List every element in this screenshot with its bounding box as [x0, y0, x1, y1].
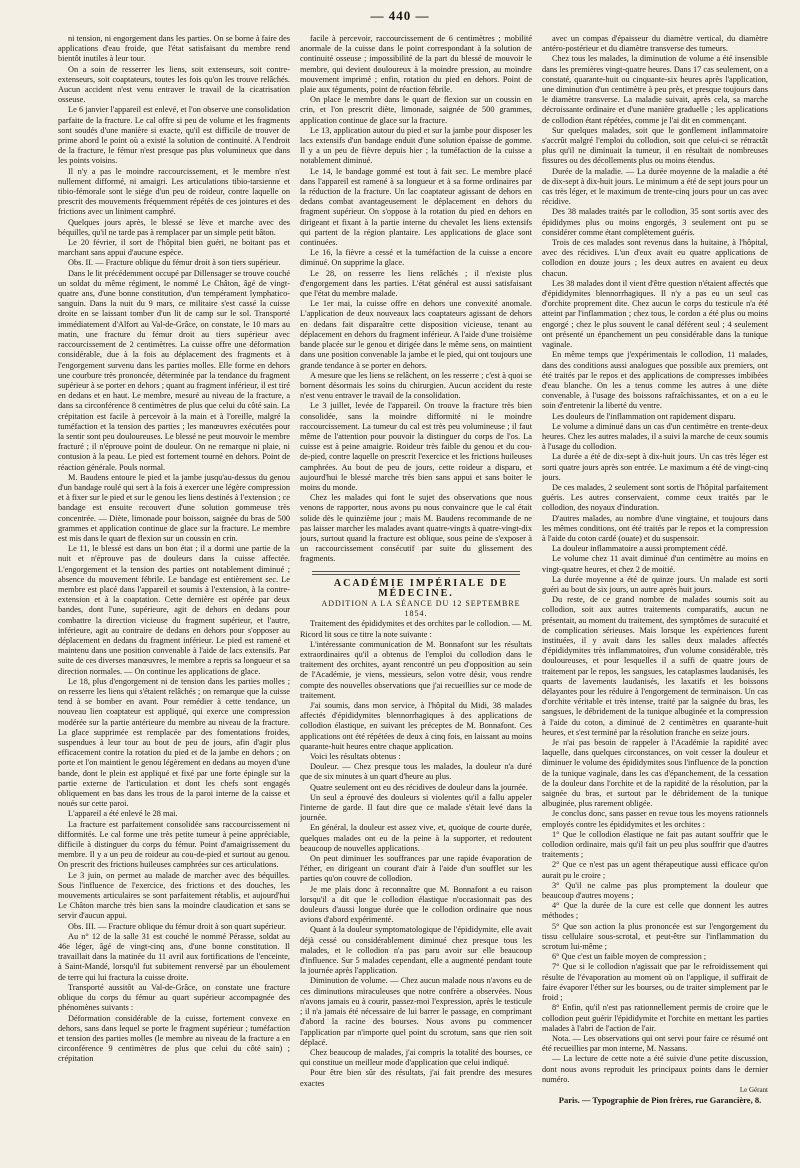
paragraph: Pour être bien sûr des résultats, j'ai fait prendre des mesures exactes: [300, 1068, 532, 1088]
paragraph: Sur quelques malades, soit que le gonflement inflammatoire s'accrût malgré l'emploi du collodion, soit que celui-ci se rétractât plus qu'il ne diminuait la tumeur, il en résultait de nombreuses fissures ou des décollements plus ou moins étendus.: [542, 125, 768, 166]
section-title: ACADÉMIE IMPÉRIALE DE MÉDECINE.: [333, 577, 509, 599]
paragraph: On place le membre dans le quart de flexion sur un coussin en crin, et l'on prescrit diète, limonade, saignée de 500 grammes, application continue de glace sur la fracture.: [300, 95, 532, 125]
printer-imprint: Paris. — Typographie de Pion frères, rue Garancière, 8.: [558, 1095, 762, 1106]
section-rule: [312, 571, 520, 575]
paragraph: En général, la douleur est assez vive, et, quoique de courte durée, quelques malades ont eu de la peine à la supporter, et redoutent beaucoup de nouvelles applications.: [300, 823, 532, 853]
paragraph: Diminution de volume. — Chez aucun malade nous n'avons eu de ces diminutions miraculeuses que notre confrère a observées. Nous n'avons jamais eu à courir, passez-moi l'expression, après le testicule ; il n'a jamais été nécessaire de lui barrer le passage, en comprimant d'abord la racine des bourses. Nous avons pu commencer l'application par n'importe quel point du scrotum, sans que rien soit déplacé.: [300, 976, 532, 1047]
paragraph: Quatre seulement ont eu des récidives de douleur dans la journée.: [310, 782, 528, 792]
paragraph: Transporté aussitôt au Val-de-Grâce, on constate une fracture oblique du corps du fémur au quart supérieur accompagnée des phénomènes suivants :: [58, 982, 290, 1013]
paragraph: Le 14, le bandage gommé est tout à fait sec. Le membre placé dans l'appareil est ramené à sa longueur et à sa forme ordinaires par la réduction de la fracture. Un lac coaptateur agissant de dehors en dedans combat avantageusement le déplacement en dehors du fragment supérieur. On s'oppose à la rotation du pied en dehors en dirigeant et fixant à la partie interne du chevalet les liens extensifs qui partent de la région plantaire. Les applications de glace sont continuées.: [300, 166, 532, 248]
paragraph: D'autres malades, au nombre d'une vingtaine, et toujours dans les mêmes conditions, ont été traités par le repos et la compression à l'aide du coton cardé (ouate) et du suspensoir.: [542, 513, 768, 543]
paragraph: Le 13, application autour du pied et sur la jambe pour disposer les lacs extensifs d'un bandage enduit d'une solution épaisse de gomme. Il y a un peu de fièvre depuis hier ; la tuméfaction de la cuisse a notablement diminué.: [300, 125, 532, 166]
paragraph: Chez tous les malades, la diminution de volume a été insensible dans les premières vingt-quatre heures. Dans 17 cas seulement, on a constaté, quarante-huit ou cinquante-six heures après l'application, une diminution d'un centimètre à peu près, et presque toujours dans le diamètre transverse. La maladie suivait, après cela, sa marche décroissante ordinaire et d'une manière graduelle ; les applications de collodion étant répétées, comme je l'ai dit en commençant.: [542, 54, 768, 125]
paragraph: 3° Qu'il ne calme pas plus promptement la douleur que beaucoup d'autres moyens ;: [542, 880, 768, 901]
paragraph: Du reste, de ce grand nombre de malades soumis soit au collodion, soit aux autres traitements comparatifs, aucun ne présentait, au moment du traitement, des symptômes de suracuité et de complication sérieuses. Mais lorsque les expériences furent instituées, il y avait dans les salles deux malades affectés d'épididymites très inflammatoires, d'un volume considérable, très douloureuses, et pour lesquelles il a suffi de quatre jours de traitement par le repos, les sangsues, les cataplasmes laudanisés, les quarts de lavements laudanisés, les laxatifs et les boissons délayantes pour les réduire à l'engorgement de terminaison. Un cas d'orchite véritable et très intense, traité par la saignée du bras, les sangsues, le débridement de la tunique albuginée et la compression à l'aide du coton, a diminué de 2 centimètres en quarante-huit heures, et s'est terminé par la résolution franche en seize jours.: [542, 595, 768, 737]
paragraph: Le 3 juin, on permet au malade de marcher avec des béquilles. Sous l'influence de l'exercice, des frictions et des douches, les mouvements articulaires se sont parfaitement rétablis, et aujourd'hui Le Châton marche très bien sans la moindre claudication et sans se servir d'aucun appui.: [58, 870, 290, 921]
paragraph: avec un compas d'épaisseur du diamètre vertical, du diamètre antéro-postérieur et du diamètre transverse des tumeurs.: [542, 34, 768, 54]
paragraph: Chez les malades qui font le sujet des observations que nous venons de rapporter, nous avons pu nous convaincre que le cal était solide dès le quinzième jour ; mais M. Baudens recommande de ne pas laisser marcher les malades avant quatre-vingts à quatre-vingt-dix jours, surtout quand la fracture est oblique, sous peine de s'exposer à un raccourcissement consécutif par suite du glissement des fragments.: [300, 493, 532, 564]
paragraph: La fracture est parfaitement consolidée sans raccourcissement ni difformités. Le cal forme une très petite tumeur à peine appréciable, difficile à distinguer du corps du fémur. Point d'amaigrissement du membre. Il y a un peu de roideur au cou-de-pied et surtout au genou. On prescrit des frictions huileuses camphrées sur ces articulations.: [58, 819, 290, 870]
paragraph: On a soin de resserrer les liens, soit extenseurs, soit contre-extenseurs, soit coaptateurs, toutes les fois qu'on les trouve relâchés. Aucun accident n'est venu entraver le travail de la cicatrisation osseuse.: [58, 64, 290, 105]
paragraph: Douleur. — Chez presque tous les malades, la douleur n'a duré que de six minutes à un quart d'heure au plus.: [300, 762, 532, 782]
paragraph: La durée a été de dix-sept à dix-huit jours. Un cas très léger est sorti quatre jours après son entrée. Le maximum a été de vingt-cinq jours.: [542, 452, 768, 482]
paragraph: Le 11, le blessé est dans un bon état ; il a dormi une partie de la nuit et n'éprouve pas de douleurs dans la cuisse affectée. L'engorgement et la tension des parties ont notablement diminué ; absence du mouvement fébrile. Le bandage est entièrement sec. Le membre est placé dans l'appareil et soumis à l'extension, à la contre-extension et à la coaptation. Cette dernière est opérée par deux bandes, dont l'une, supérieure, agit de dehors en dedans pour combattre la direction vicieuse du fragment supérieur, et l'autre, inférieure, agit au contraire de dedans en dehors pour s'opposer au déplacement en dedans du fragment inférieur. Le pied est ramené et maintenu dans une position convenable à l'aide de lacs extensifs. Par suite de ces diverses manœuvres, le membre a repris sa longueur et sa direction normales. — On continue les applications de glace.: [58, 544, 290, 676]
paragraph: Les 38 malades dont il vient d'être question n'étaient affectés que d'épididymites blennorrhagiques. Il n'y a pas eu un seul cas d'orchite proprement dite. Chez aucun le corps du testicule n'a été atteint par l'inflammation ; chez tous, le cordon a été plus ou moins engorgé ; chez le plus souvent le canal déférent seul ; 4 seulement ont présenté un épanchement un peu considérable dans la tunique vaginale.: [542, 278, 768, 350]
paragraph: Le 28, on resserre les liens relâchés ; il n'existe plus d'engorgement dans les parties. L'état général est aussi satisfaisant que l'état du membre malade.: [300, 268, 532, 299]
paragraph: Il n'y a pas le moindre raccourcissement, et le membre n'est nullement difformé, ni amaigri. Les articulations tibio-tarsienne et tibio-fémorale sont le siége d'un peu de roideur, contre laquelle on prescrit des mouvements fréquemment répétés de ces jointures et des frictions avec un liniment camphré.: [58, 166, 290, 217]
paragraph: Je conclus donc, sans passer en revue tous les moyens rationnels employés contre les épididymites et les orchites :: [542, 809, 768, 829]
paragraph: Je n'ai pas besoin de rappeler à l'Académie la rapidité avec laquelle, dans quelques circonstances, on voit cesser la douleur et diminuer le volume des épididymites sous l'influence de la ponction de la tunique vaginale, dans les cas d'épanchement, de la cessation de la douleur dans l'orchite et de la rapidité de la résolution, par la saignée du bras, et surtout par le débridement de la tunique albuginée, plus rarement obligée.: [542, 738, 768, 809]
paragraph: Déformation considérable de la cuisse, fortement convexe en dehors, sans dans lequel se porte le fragment supérieur ; tuméfaction et tension des parties molles (le membre au niveau de la fracture a en circonférence 9 centimètres de plus que celui du côté sain) ; crépitation: [58, 1013, 290, 1064]
paragraph: J'ai soumis, dans mon service, à l'hôpital du Midi, 38 malades affectés d'épididymites blennorrhagiques à des applications de collodion élastique, en suivant les préceptes de M. Bonnafont. Ces applications ont été répétées de deux à cinq fois, en laissant au moins quarante-huit heures entre chaque application.: [300, 701, 532, 751]
observation-heading: Obs. II. — Fracture oblique du fémur droit à son tiers supérieur.: [68, 258, 281, 268]
paragraph: 6° Que c'est un faible moyen de compression ;: [552, 952, 707, 962]
paragraph: facile à percevoir, raccourcissement de 6 centimètres ; mobilité anormale de la cuisse dans le point correspondant à la solution de continuité osseuse ; impossibilité de la part du blessé de mouvoir le membre, qui devient douloureux à la moindre pression, au moindre mouvement imprimé ; enfin, rotation du pied en dehors. Point de plaie aux téguments, point de réaction fébrile.: [300, 34, 532, 95]
paragraph: 7° Que si le collodion n'agissait que par le refroidissement qui résulte de l'évaporation au moment où on l'applique, il suffirait de faire évaporer l'éther sur les bourses, ou de traiter simplement par le froid ;: [542, 962, 768, 1003]
section-subtitle: ADDITION A LA SÉANCE DU 12 SEPTEMBRE 1854.: [321, 598, 521, 619]
paragraph: — La lecture de cette note a été suivie d'une petite discussion, dont nous avons reproduit les principaux points dans le dernier numéro.: [542, 1054, 768, 1084]
paragraph: Le 18, plus d'engorgement ni de tension dans les parties molles ; on resserre les liens qui s'étaient relâchés ; on remarque que la cuisse tend à se bomber en avant. Pour remédier à cette tendance, un nouveau lien coaptateur est appliqué, qui exerce une compression modérée sur la partie antérieure du membre au niveau de la fracture. La glace supprimée est remplacée par des fomentations froides, suspendues à leur tour au bout de peu de jours, afin d'agir plus efficacement contre la rotation du pied et de la jambe en dehors ; on porte et l'on maintient le genou légèrement en dedans au moyen d'une bande, dont le plein est appliqué et fixé par une forte épingle sur la partie externe de l'articulation et dont les chefs sont engagés obliquement en bas dans les trous de la paroi interne de la caisse et noués sur cette paroi.: [58, 676, 290, 809]
paragraph: A mesure que les liens se relâchent, on les resserre ; c'est à quoi se bornent désormais les soins du chirurgien. Aucun accident du reste n'est venu entraver le travail de la consolidation.: [300, 370, 532, 401]
paragraph: L'intéressante communication de M. Bonnafont sur les résultats extraordinaires qu'il a obtenus de l'emploi du collodion dans le traitement des orchites, ayant rencontré un peu d'opposition au sein de l'Académie, je viens, messieurs, selon votre désir, vous rendre compte des nouvelles observations que j'ai recueillies sur ce mode de traitement.: [300, 639, 532, 700]
paragraph: Quelques jours après, le blessé se lève et marche avec des béquilles, qu'il ne tarde pas à remplacer par un simple petit bâton.: [58, 217, 290, 237]
column-right: [542, 34, 768, 1124]
observation-heading: Obs. III. — Fracture oblique du fémur droit à son quart supérieur.: [68, 921, 286, 931]
paragraph: 5° Que son action la plus prononcée est sur l'engorgement du tissu cellulaire sous-scrotal, et peut-être sur l'inflammation du scrotum lui-même ;: [542, 921, 768, 952]
page-number: — 440 —: [370, 8, 430, 23]
paragraph: Dans le lit précédemment occupé par Dillensager se trouve couché un soldat du même régiment, le nommé Le Châton, âgé de vingt-quatre ans, d'une bonne constitution, d'un tempérament lymphatico-sanguin. Dans la nuit du 9 mars, ce militaire s'est cassé la cuisse droite en se laissant tomber d'un lit de camp sur le sol. Transporté immédiatement d'Alfort au Val-de-Grâce, on constate, le 10 mars au matin, une fracture du fémur droit au tiers supérieur avec raccourcissement de 2 centimètres. La cuisse offre une déformation considérable, due à la fois au déplacement des fragments et à l'engorgement survenu dans les parties molles. Elle forme en dehors une courbure très prononcée, déterminée par la tendance du fragment supérieur à se porter en dehors ; quant au fragment inférieur, il est tiré en dedans et en haut. Le membre, mesuré au niveau de la fracture, a dans sa circonférence 8 centimètres de plus que celui du côté sain. La crépitation est facile à percevoir à la main et à l'oreille, malgré la tuméfaction et la tension des parties ; les manœuvres exécutées pour la sentir sont peu douloureuses. Le blessé ne peut mouvoir le membre fracturé ; il n'éprouve point de douleur. On ne remarque ni plaie, ni contusion à la peau. Le pied est fortement tourné en dehors. Point de réaction générale. Pouls normal.: [58, 268, 290, 472]
paragraph: 1° Que le collodion élastique ne fait pas autant souffrir que le collodion ordinaire, mais qu'il fait un peu plus souffrir que d'autres traitements ;: [542, 829, 768, 860]
paragraph: Le 6 janvier l'appareil est enlevé, et l'on observe une consolidation parfaite de la fracture. Le cal offre si peu de volume et les fragments sont soudés d'une manière si exacte, qu'il est difficile de trouver de prime abord le point où a existé la solution de continuité. A l'endroit de la fracture, le fémur n'est presque pas plus volumineux que dans les points voisins.: [58, 105, 290, 166]
paragraph: Nota. — Les observations qui ont servi pour faire ce résumé ont été recueillies par mon interne, M. Nassans.: [542, 1033, 768, 1054]
paragraph: Le 1er mai, la cuisse offre en dehors une convexité anomale. L'application de deux nouveaux lacs coaptateurs agissant de dehors en dedans fait disparaître cette disposition vicieuse, tenant au déplacement en dehors du fragment inférieur. A l'aide d'une troisième bande placée sur le genou et dirigée dans le même sens, on maintient dans une position convenable la jambe et le pied, qui ont toujours une grande tendance à se porter en dehors.: [300, 299, 532, 370]
paragraph: Voici les résultats obtenus :: [310, 752, 401, 762]
paragraph: ni tension, ni engorgement dans les parties. On se borne à faire des applications d'eau froide, que l'état satisfaisant du membre rend bientôt inutiles à leur tour.: [58, 34, 290, 64]
paragraph: Chez beaucoup de malades, j'ai compris la totalité des bourses, ce qui constitue un meilleur mode d'application que celui indiqué.: [300, 1047, 532, 1068]
paragraph: 8° Enfin, qu'il n'est pas rationnellement permis de croire que le collodion peut guérir l'épididymite et l'orchite en mettant les parties malades à l'abri de l'action de l'air.: [542, 1003, 768, 1033]
paragraph: On peut diminuer les souffrances par une rapide évaporation de l'éther, en dirigeant un courant d'air à l'aide d'un soufflet sur les parties qu'on couvre de collodion.: [300, 854, 532, 884]
paragraph: Le 3 juillet, levée de l'appareil. On trouve la fracture très bien consolidée, sans la moindre difformité ni le moindre raccourcissement. La tumeur du cal est très peu volumineuse ; il faut même de l'attention pour pouvoir la distinguer du corps de l'os. La cuisse est à peine amaigrie. Roideur très faible du genou et du cou-de-pied, contre laquelle on prescrit l'exercice et les frictions huileuses camphrées. Au bout de peu de jours, cette roideur a disparu, et aujourd'hui le blessé marche très bien sans appui et sans boiter le moins du monde.: [300, 401, 532, 492]
paragraph: Trois de ces malades sont revenus dans la huitaine, à l'hôpital, avec des récidives. L'un d'eux avait eu quatre applications de collodion en douze jours ; les deux autres en avaient eu deux chacun.: [542, 238, 768, 278]
paragraph: Traitement des épididymites et des orchites par le collodion. — M. Ricord lit sous ce titre la note suivante :: [300, 619, 532, 639]
paragraph: 4° Que la durée de la cure est celle que donnent les autres méthodes ;: [542, 901, 768, 921]
paragraph: Des 38 malades traités par le collodion, 35 sont sortis avec des épididymes plus ou moins engorgés, 3 seulement ont pu se considérer comme étant complètement guéris.: [542, 207, 768, 237]
paragraph: Le 16, la fièvre a cessé et la tuméfaction de la cuisse a encore diminué. On supprime la glace.: [300, 248, 532, 268]
paragraph: La douleur inflammatoire a aussi promptement cédé.: [552, 544, 728, 554]
paragraph: Le 20 février, il sort de l'hôpital bien guéri, ne boitant pas et marchant sans appui d'aucune espèce.: [58, 238, 290, 258]
paragraph: Quant à la douleur symptomatologique de l'épididymite, elle avait déjà cessé ou considérablement diminué chez presque tous les malades, et le collodion n'a pas paru avoir sur elle beaucoup d'influence. Sur 5 malades cependant, elle a augmenté pendant toute la journée après l'application.: [300, 925, 532, 976]
paragraph: Le volume chez 11 avait diminué d'un centimètre au moins en vingt-quatre heures, et chez 2 de moitié.: [542, 554, 768, 574]
paragraph: En même temps que j'expérimentais le collodion, 11 malades, dans des conditions aussi analogues que possible aux premiers, ont été traités par le repos et des applications de compresses imbibées d'eau blanche. On les a tenus comme les autres à une diète convenable, à l'usage des boissons rafraîchissantes, et on a eu le soin d'entretenir la liberté du ventre.: [542, 350, 768, 411]
paragraph: La durée moyenne a été de quinze jours. Un malade est sorti guéri au bout de six jours, un autre après huit jours.: [542, 574, 768, 594]
column-left: [58, 34, 290, 1124]
paragraph: M. Baudens entoure le pied et la jambe jusqu'au-dessus du genou d'un bandage roulé qui sert à la fois à exercer une légère compression et à fixer sur le pied et sur le genou les liens destinés à l'extension ; ce bandage est ensuite recouvert d'une solution gommeuse très concentrée. — Diète, limonade pour boisson, saignée du bras de 500 grammes et application continue de glace sur la fracture. Le membre est mis dans le quart de flexion sur un coussin en crin.: [58, 472, 290, 543]
paragraph: Durée de la maladie. — La durée moyenne de la maladie a été de dix-sept à dix-huit jours. Le minimum a été de sept jours pour un cas très léger, et le maximum de trente-cinq jours pour un cas avec récidive.: [542, 166, 768, 207]
paragraph: L'appareil a été enlevé le 28 mai.: [68, 809, 178, 819]
paragraph: Je me plais donc à reconnaître que M. Bonnafont a eu raison lorsqu'il a dit que le collodion élastique n'occasionnait pas des douleurs d'aussi longue durée que le collodion ordinaire que nous avions d'abord expérimenté.: [300, 884, 532, 925]
paragraph: Les douleurs de l'inflammation ont rapidement disparu.: [552, 411, 736, 421]
paragraph: De ces malades, 2 seulement sont sortis de l'hôpital parfaitement guéris. Les autres conservaient, comme ceux traités par le collodion, des noyaux d'induration.: [542, 482, 768, 513]
paragraph: Au n° 12 de la salle 31 est couché le nommé Pérasse, soldat au 46e léger, âgé de vingt-cinq ans, d'une bonne constitution. Il travaillait dans la matinée du 11 avril aux fortifications de l'enceinte, à Saint-Mandé, lorsqu'il fut subitement renversé par un éboulement de terre qui lui fractura la cuisse droite.: [58, 931, 290, 982]
paragraph: Le volume a diminué dans un cas d'un centimètre en trente-deux heures. Chez les autres malades, il a suivi la marche de ceux soumis à l'usage du collodion.: [542, 421, 768, 452]
gerant-label: Le Gérant: [739, 1085, 768, 1094]
column-middle: [300, 34, 532, 1124]
paragraph: 2° Que ce n'est pas un agent thérapeutique aussi efficace qu'on aurait pu le croire ;: [542, 860, 768, 880]
paragraph: Un seul a éprouvé des douleurs si violentes qu'il a fallu appeler l'interne de garde. Il faut dire que ce malade s'était levé dans la journée.: [300, 792, 532, 823]
